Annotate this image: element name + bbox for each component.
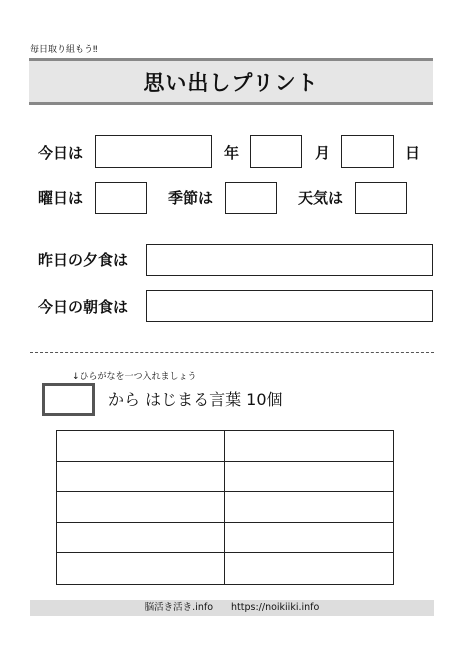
footer-bar — [30, 600, 434, 616]
month-label: 月 — [315, 144, 331, 162]
hint-text: ↓ひらがなを一つ入れましょう — [72, 372, 197, 382]
season-input-box[interactable] — [225, 182, 277, 214]
month-input-box[interactable] — [341, 135, 394, 168]
weekday-input-box[interactable] — [95, 182, 147, 214]
title-bar — [29, 58, 433, 105]
word-cell[interactable] — [57, 492, 225, 523]
word-cell[interactable] — [225, 462, 393, 493]
breakfast-label: 今日の朝食は — [38, 298, 129, 316]
word-game-instruction: から はじまる言葉 10個 — [108, 390, 283, 409]
top-note: 毎日取り組もう‼ — [30, 45, 98, 55]
word-cell[interactable] — [57, 523, 225, 554]
footer-site-name: 脳活き活き.info — [144, 602, 214, 613]
dashed-separator — [30, 352, 434, 353]
dinner-label: 昨日の夕食は — [38, 251, 129, 269]
year-label: 年 — [224, 144, 240, 162]
year-input-box[interactable] — [250, 135, 302, 168]
word-cell[interactable] — [57, 462, 225, 493]
start-letter-box[interactable] — [42, 383, 95, 416]
page-title: 思い出しプリント — [143, 70, 319, 95]
weekday-label: 曜日は — [38, 189, 84, 207]
today-input-box[interactable] — [95, 135, 212, 168]
weather-label: 天気は — [298, 189, 344, 207]
today-label: 今日は — [38, 144, 84, 162]
word-cell[interactable] — [57, 553, 225, 584]
word-answer-grid — [56, 430, 394, 585]
word-cell[interactable] — [225, 523, 393, 554]
season-label: 季節は — [168, 189, 214, 207]
day-label: 日 — [405, 144, 421, 162]
breakfast-input-box[interactable] — [146, 290, 433, 322]
word-cell[interactable] — [225, 492, 393, 523]
word-cell[interactable] — [57, 431, 225, 462]
word-cell[interactable] — [225, 553, 393, 584]
footer-url: https://noikiiki.info — [231, 602, 320, 613]
word-cell[interactable] — [225, 431, 393, 462]
weather-input-box[interactable] — [355, 182, 407, 214]
dinner-input-box[interactable] — [146, 244, 433, 276]
